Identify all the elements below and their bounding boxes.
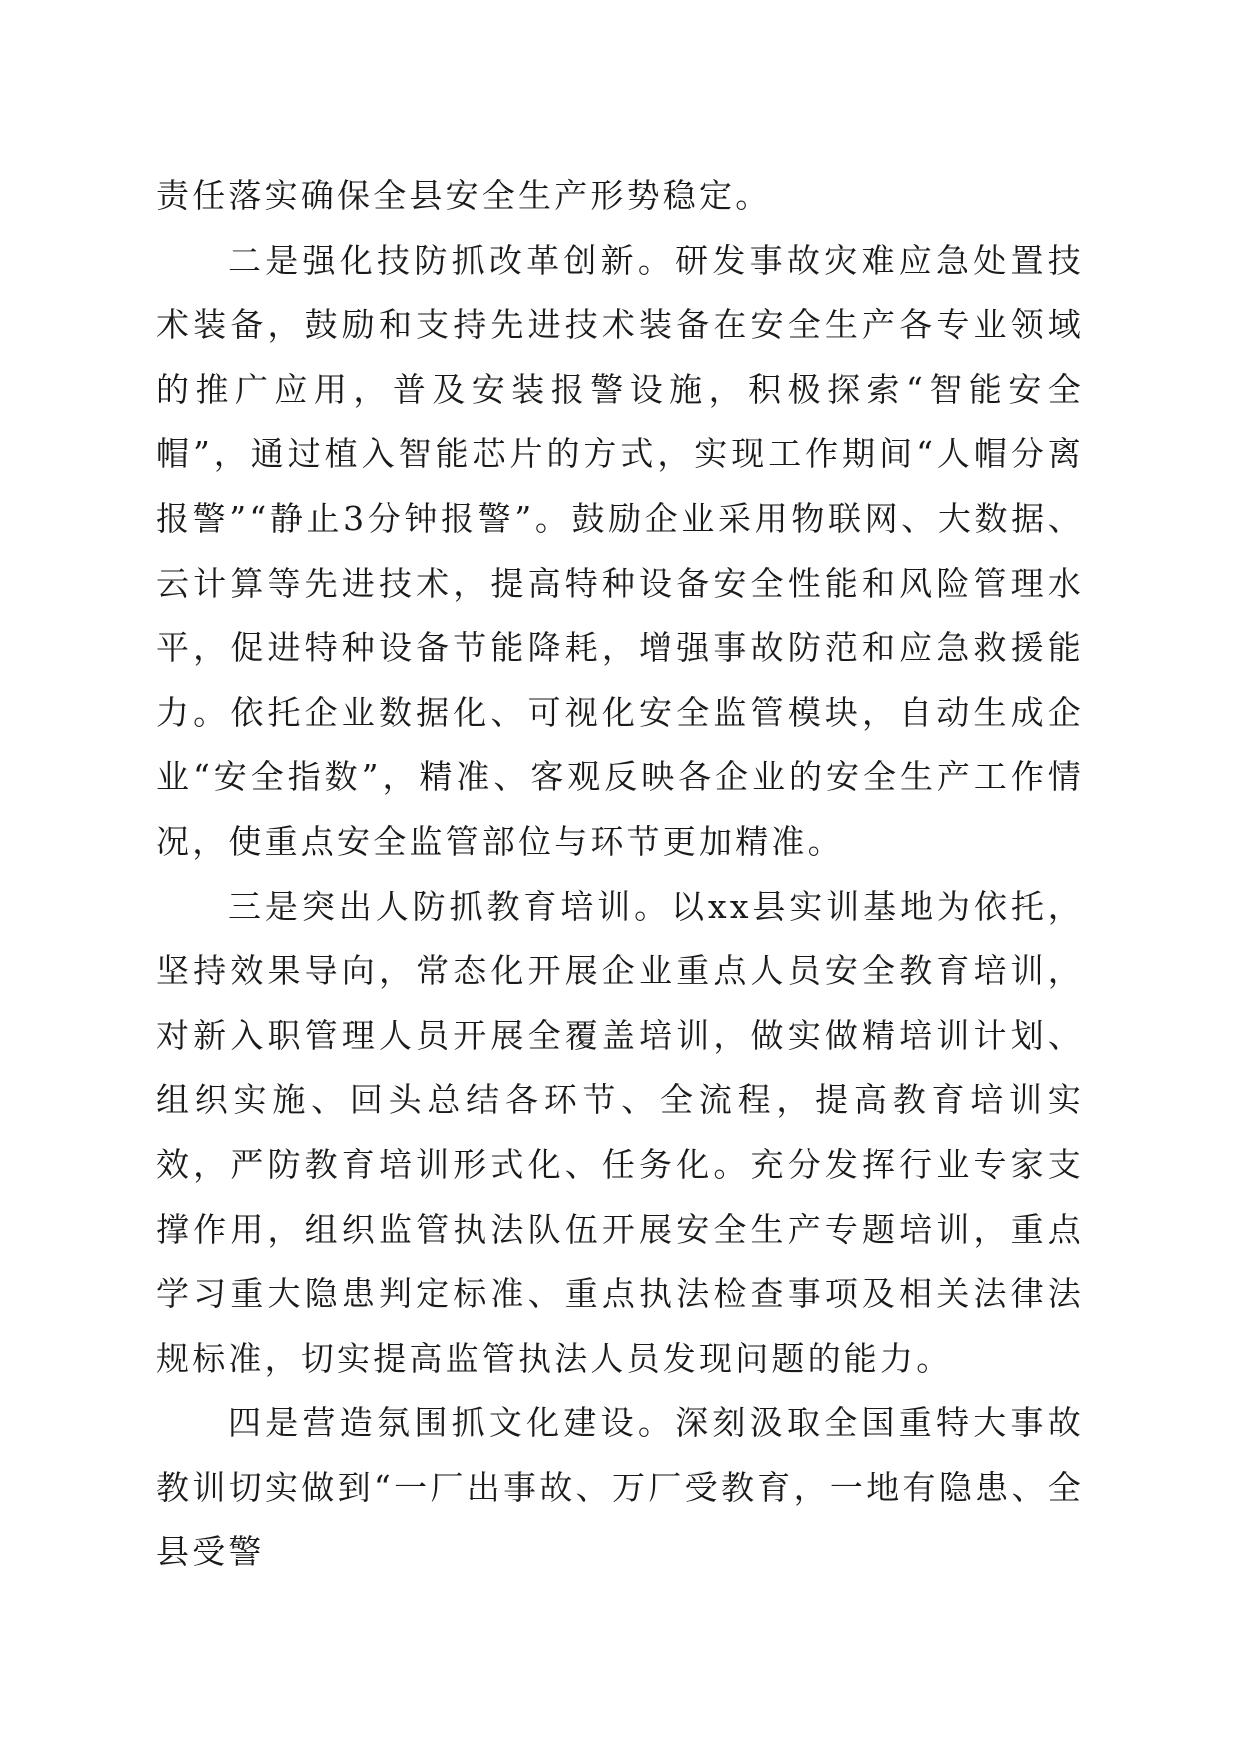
paragraph-education-training: 三是突出人防抓教育培训。以xx县实训基地为依托，坚持效果导向，常态化开展企业重点人员安全教育培训，对新入职管理人员开展全覆盖培训，做实做精培训计划、组织实施、回头总结各环节、全流程，提高教育培训实效，严防教育培训形式化、任务化。充分发挥行业专家支撑作用，组织监管执法队伍开展安全生产专题培训，重点学习重大隐患判定标准、重点执法检查事项及相关法律法规标准，切实提高监管执法人员发现问题的能力。 [156,886,1084,1378]
document-body [156,164,1084,1585]
paragraph-tech-defense: 二是强化技防抓改革创新。研发事故灾难应急处置技术装备，鼓励和支持先进技术装备在安全生产各专业领域的推广应用，普及安装报警设施，积极探索“智能安全帽”，通过植入智能芯片的方式，实现工作期间“人帽分离报警”“静止3分钟报警”。鼓励企业采用物联网、大数据、云计算等先进技术，提高特种设备安全性能和风险管理水平，促进特种设备节能降耗，增强事故防范和应急救援能力。依托企业数据化、可视化安全监管模块，自动生成企业“安全指数”，精准、客观反映各企业的安全生产工作情况，使重点安全监管部位与环节更加精准。 [156,240,1084,861]
paragraph-culture-building: 四是营造氛围抓文化建设。深刻汲取全国重特大事故教训切实做到“一厂出事故、万厂受教育，一地有隐患、全县受警 [156,1403,1084,1572]
paragraph-continuation: 责任落实确保全县安全生产形势稳定。 [156,176,772,215]
